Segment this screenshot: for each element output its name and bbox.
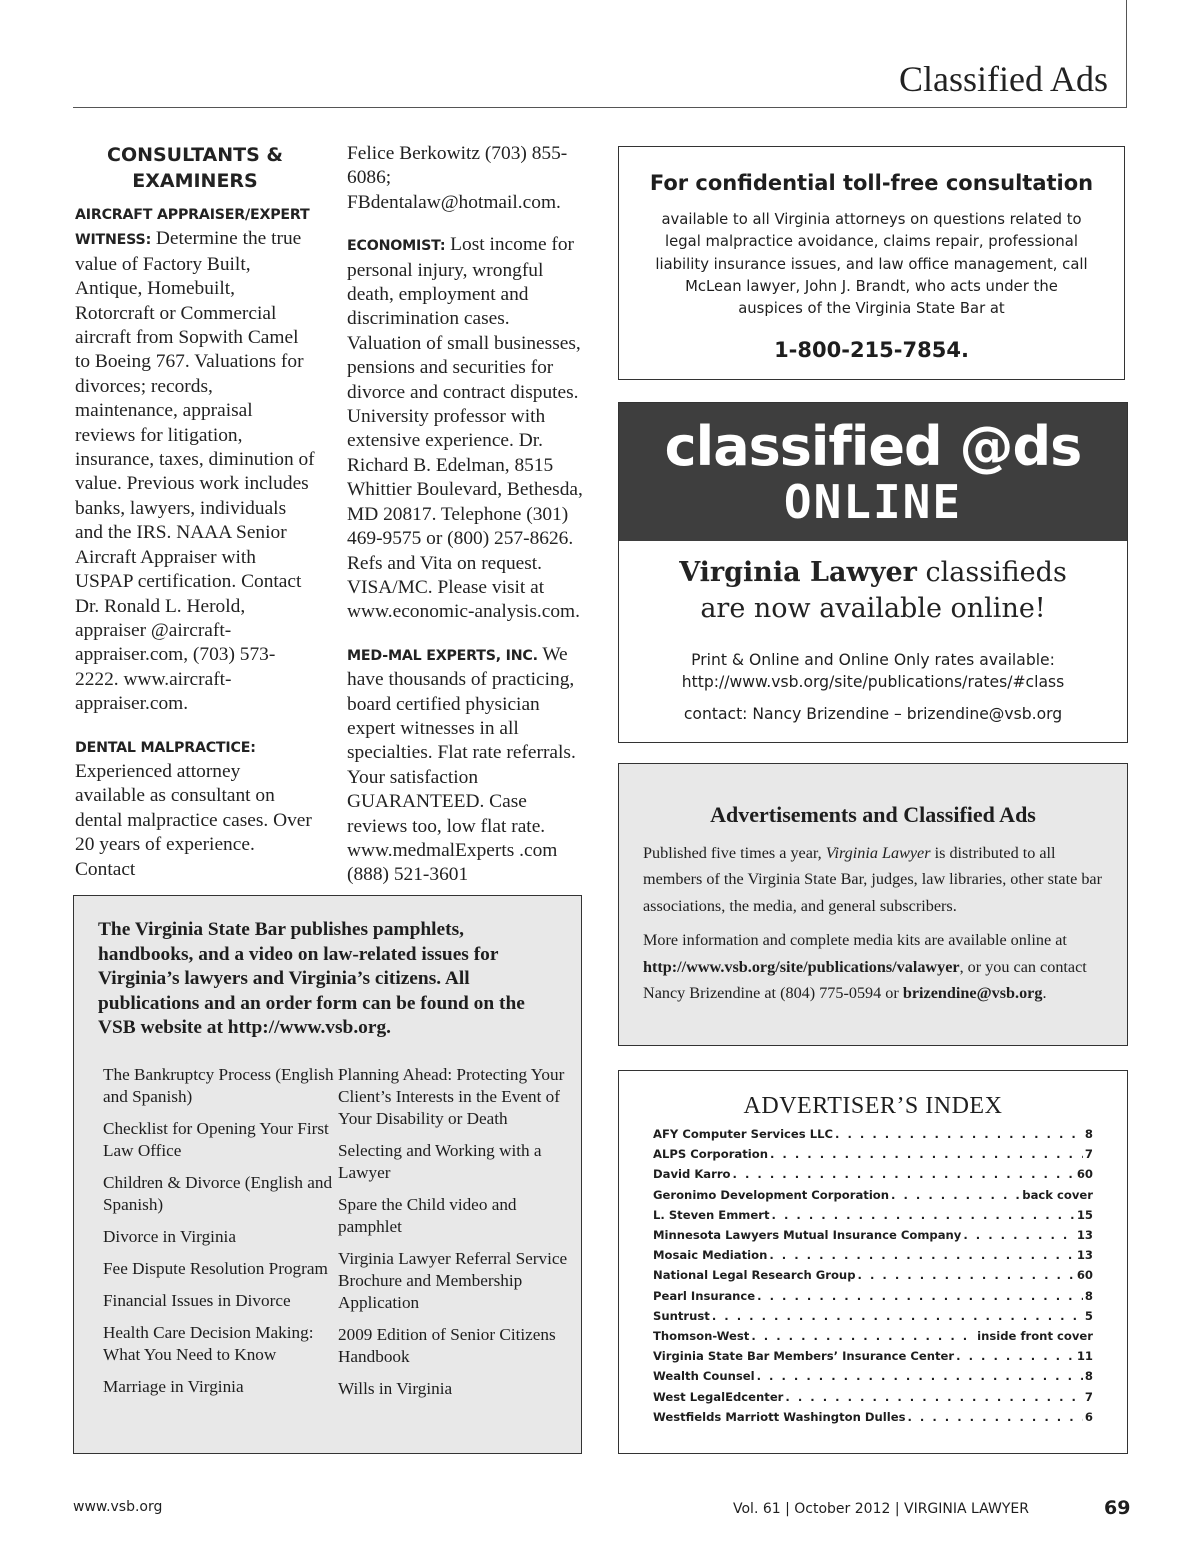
advertisements-paragraph-1: Published five times a year, Virginia Lawyer is distributed to all members of the Virginia State Bar, judges, law libraries, other state bar associations, the media, and general subscribers. [643, 844, 1102, 915]
classified-entry-dental [75, 735, 315, 882]
advertiser-name: Thomson-West [653, 1329, 750, 1344]
consultation-box [618, 146, 1125, 380]
online-rates-link[interactable]: http://www.vsb.org/site/publications/rates/#class [681, 673, 1065, 691]
publication-item: Marriage in Virginia [103, 1377, 244, 1396]
advertiser-name: Pearl Insurance [653, 1288, 756, 1303]
advertiser-page: inside front cover [977, 1329, 1093, 1344]
classified-entry-aircraft [75, 202, 315, 717]
consultation-title: For confidential toll-free consultation [649, 171, 1094, 195]
advertiser-page: 6 [1084, 1409, 1093, 1424]
publication-item: Fee Dispute Resolution Program [103, 1259, 328, 1278]
dot-leader [785, 1387, 1083, 1407]
dot-leader [772, 1205, 1075, 1225]
advertiser-index-row [653, 1346, 1093, 1366]
advertiser-name: L. Steven Emmert [653, 1207, 770, 1222]
advertiser-index-row [653, 1306, 1093, 1326]
advertiser-name: ALPS Corporation [653, 1147, 768, 1162]
publications-list [103, 1064, 573, 1410]
advertiser-page: 8 [1084, 1369, 1093, 1384]
online-banner-line2: ONLINE [783, 475, 963, 529]
dot-leader [712, 1306, 1083, 1326]
advertiser-page: 7 [1084, 1389, 1093, 1404]
classified-entry-dental-cont [347, 142, 585, 215]
publication-item: The Bankruptcy Process (English and Spanish) [103, 1065, 334, 1106]
advertiser-index-row [653, 1407, 1093, 1427]
classified-entry-economist [347, 233, 585, 625]
entry-body: Felice Berkowitz (703) 855-6086; FBdentalaw@hotmail.com. [347, 143, 568, 213]
advertiser-index-row [653, 1164, 1093, 1184]
entry-body: Experienced attorney available as consultant on dental malpractice cases. Over 20 years of experience. Contact [75, 760, 312, 880]
entry-heading: ECONOMIST: [347, 238, 446, 255]
publication-item: Wills in Virginia [338, 1379, 453, 1398]
publication-item: Checklist for Opening Your First Law Office [103, 1119, 329, 1160]
advertiser-index-list [653, 1124, 1093, 1427]
publication-item: Planning Ahead: Protecting Your Client’s Interests in the Event of Your Disability or Death [338, 1065, 565, 1128]
advertiser-page: 5 [1084, 1308, 1093, 1323]
advertiser-page: 60 [1076, 1268, 1093, 1283]
classifieds-online-box [618, 402, 1128, 743]
header-vertical-rule [1126, 0, 1127, 108]
publications-list-left [103, 1064, 338, 1410]
advertisements-title: Advertisements and Classified Ads [710, 802, 1036, 827]
publication-item: Spare the Child video and pamphlet [338, 1195, 517, 1236]
publication-item: Virginia Lawyer Referral Service Brochure and Membership Application [338, 1249, 568, 1312]
advertisements-body [643, 840, 1103, 1006]
advertiser-index-row [653, 1144, 1093, 1164]
advertiser-name: Geronimo Development Corporation [653, 1187, 890, 1202]
entry-heading: MED-MAL EXPERTS, INC. [347, 647, 538, 664]
advertisements-box [618, 763, 1128, 1046]
online-rates-label: Print & Online and Online Only rates available: [691, 651, 1055, 669]
section-title: CONSULTANTS & EXAMINERS [107, 144, 283, 192]
header-rule [73, 107, 1127, 108]
advertiser-page: 8 [1084, 1127, 1093, 1141]
advertiser-index-row [653, 1205, 1093, 1225]
advertiser-index-title: ADVERTISER’S INDEX [743, 1093, 1003, 1119]
dot-leader [835, 1124, 1083, 1144]
advertiser-index-row [653, 1286, 1093, 1306]
entry-body: We have thousands of practicing, board certified physician expert witnesses in all specialties. Flat rate referrals. Your satisfaction GUARANTEED. Case reviews too, low flat rate. www.medmalExperts .com (888) 521-3601 [347, 643, 576, 886]
online-tagline [619, 555, 1127, 627]
online-contact: contact: Nancy Brizendine – brizendine@vsb.org [683, 705, 1063, 723]
entry-heading: AIRCRAFT APPRAISER/EXPERT [75, 207, 310, 223]
dot-leader [769, 1245, 1075, 1265]
online-banner [619, 403, 1127, 541]
advertiser-name: Virginia State Bar Members’ Insurance Center [653, 1349, 955, 1364]
dot-leader [733, 1164, 1075, 1184]
advertiser-index-row [653, 1265, 1093, 1285]
advertiser-index-row [653, 1245, 1093, 1265]
entry-heading: DENTAL MALPRACTICE: [75, 739, 256, 756]
classified-entry-medmal [347, 643, 585, 888]
online-banner-line1: classified @ds [664, 415, 1082, 478]
advertiser-name: David Karro [653, 1167, 731, 1182]
advertiser-index-row [653, 1387, 1093, 1407]
publications-intro: The Virginia State Bar publishes pamphlets, handbooks, and a video on law-related issues for Virginia’s lawyers and Virginia’s citizens. All publications and an order form can be found on the VSB website at http://www.vsb.org. [98, 919, 525, 1038]
advertiser-page: 15 [1076, 1207, 1093, 1222]
publications-box [73, 895, 582, 1454]
advertiser-index-box [618, 1070, 1128, 1454]
advertiser-name: AFY Computer Services LLC [653, 1127, 834, 1141]
advertiser-name: Suntrust [653, 1308, 710, 1323]
dot-leader [907, 1407, 1082, 1427]
advertiser-index-row [653, 1225, 1093, 1245]
dot-leader [751, 1326, 975, 1346]
consultation-phone: 1-800-215-7854. [774, 338, 969, 363]
footer-website: www.vsb.org [73, 1499, 163, 1515]
page-section-title: Classified Ads [898, 59, 1108, 99]
online-tagline-bold: Virginia Lawyer [679, 557, 917, 588]
contact-email-link[interactable]: brizendine@vsb.org [902, 984, 1043, 1003]
dot-leader [956, 1346, 1075, 1366]
consultation-body: available to all Virginia attorneys on questions related to legal malpractice avoidance, claims repair, professional liability insurance issues, and law office management, call McLean lawyer, John J. Brandt, who acts under the auspices of the Virginia State Bar at [655, 211, 1088, 318]
advertiser-page: 13 [1076, 1248, 1093, 1263]
footer-page-number: 69 [1104, 1497, 1131, 1519]
advertiser-page: back cover [1022, 1187, 1093, 1202]
entry-body: Determine the true value of Factory Built, Antique, Homebuilt, Rotorcraft or Commercial aircraft from Sopwith Camel to Boeing 767. Valuations for divorces; records, maintenance, appraisal reviews for litigation, insurance, taxes, diminution of value. Previous work includes banks, lawyers, individuals and the IRS. NAAA Senior Aircraft Appraiser with USPAP certification. Contact Dr. Ronald L. Herold, appraiser @aircraft-appraiser.com, (703) 573-2222. www.aircraft-appraiser.com. [75, 228, 315, 715]
advertisements-paragraph-2: More information and complete media kits are available online at http://www.vsb.org/site/publications/valawyer, or you can contact Nancy Brizendine at (804) 775-0594 or brizendine@vsb.org. [643, 931, 1087, 1003]
advertiser-page: 7 [1084, 1147, 1093, 1162]
online-rates [619, 649, 1127, 693]
publication-item: Children & Divorce (English and Spanish) [103, 1173, 333, 1214]
advertiser-name: National Legal Research Group [653, 1268, 856, 1283]
advertiser-page: 13 [1076, 1228, 1093, 1243]
dot-leader [770, 1144, 1083, 1164]
advertiser-name: Westfields Marriott Washington Dulles [653, 1409, 906, 1424]
advertiser-name: Wealth Counsel [653, 1369, 755, 1384]
online-tagline-rest: classifieds [925, 557, 1067, 588]
classified-column-1 [75, 142, 315, 900]
publications-list-right [338, 1064, 573, 1410]
dot-leader [757, 1286, 1083, 1306]
advertiser-page: 60 [1076, 1167, 1093, 1182]
publication-name: Virginia Lawyer [825, 844, 931, 862]
publication-item: Financial Issues in Divorce [103, 1291, 291, 1310]
advertiser-name: West LegalEdcenter [653, 1389, 784, 1404]
advertiser-index-row [653, 1124, 1093, 1144]
dot-leader [891, 1185, 1020, 1205]
entry-body: Lost income for personal injury, wrongful death, employment and discrimination cases. Valuation of small businesses, pensions and securities for divorce and contract disputes. University professor with extensive experience. Dr. Richard B. Edelman, 8515 Whittier Boulevard, Bethesda, MD 20817. Telephone (301) 469-9575 or (800) 257-8626. Refs and Vita on request. VISA/MC. Please visit at www.economic-analysis.com. [347, 234, 583, 623]
advertiser-page: 11 [1076, 1349, 1093, 1364]
online-tagline-line2: are now available online! [700, 593, 1046, 624]
advertiser-index-row [653, 1185, 1093, 1205]
advertiser-index-row [653, 1366, 1093, 1386]
dot-leader [858, 1265, 1075, 1285]
advertiser-page: 8 [1084, 1288, 1093, 1303]
publication-item: Health Care Decision Making: What You Need to Know [103, 1323, 314, 1364]
dot-leader [757, 1366, 1083, 1386]
publication-item: Selecting and Working with a Lawyer [338, 1141, 542, 1182]
advertiser-name: Minnesota Lawyers Mutual Insurance Company [653, 1228, 962, 1243]
entry-heading: WITNESS: [75, 232, 152, 249]
advertiser-index-row [653, 1326, 1093, 1346]
media-kit-link[interactable]: http://www.vsb.org/site/publications/valawyer [643, 957, 960, 976]
publication-item: Divorce in Virginia [103, 1227, 236, 1246]
classified-column-2 [347, 142, 585, 906]
dot-leader [963, 1225, 1075, 1245]
footer-issue-info: Vol. 61 | October 2012 | VIRGINIA LAWYER [733, 1501, 1029, 1517]
advertiser-name: Mosaic Mediation [653, 1248, 768, 1263]
publication-item: 2009 Edition of Senior Citizens Handbook [338, 1325, 556, 1366]
